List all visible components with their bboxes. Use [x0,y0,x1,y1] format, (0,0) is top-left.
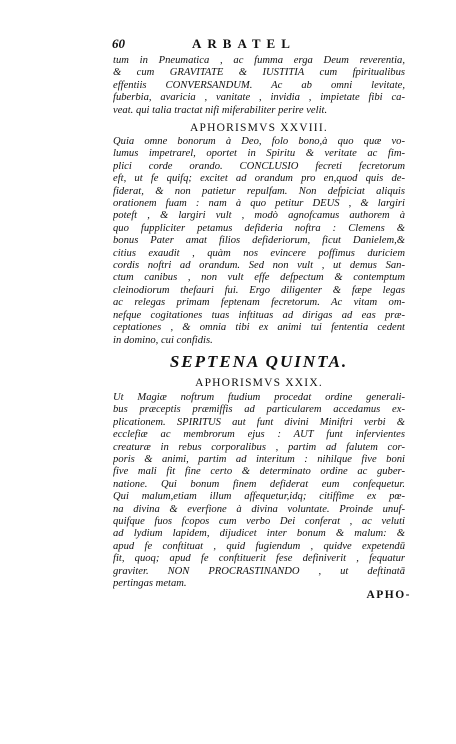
text-line: ad lydium lapidem, dijudicet inter bonum & malum: & [113,528,405,540]
page-header [112,36,412,52]
text-line: eft, ut fe quifq; excitet ad orandum pro en,quod quis de- [113,173,405,185]
text-line: quifque fuos fcopos cum verbo Dei conferat , ac veluti [113,516,405,528]
text-line: graviter. NON PROCRASTINANDO , ut deftinatā [113,565,405,577]
text-line: na divina & everfione à divina voluntate. Proinde unuf- [113,503,405,515]
aphorism-28-text [113,136,405,347]
text-line: apud fe conftituat , quid fugiendum , quidve expetendū [113,540,405,552]
text-line: plici corde orando. CONCLUSIO fecreti fecretorum [113,160,405,172]
text-line: creaturæ in rebus corporalibus , partim ad falutem cor- [113,441,405,453]
running-title: ARBATEL [192,36,296,51]
text-line: fit, quoq; apud fe conftituerit fese definiverit , fequatur [113,553,405,565]
text-line: ctum canibus , non vult effe defpectum & contemptum [113,272,405,284]
text-line: citius exaudit , quàm nos evincere poffimus duriciem [113,247,405,259]
text-line: effentiis CONVERSANDUM. Ac ab omni levitate, [113,79,405,91]
text-line: ceptationes , & omnia tibi ex animi tui fententia cedent [113,322,405,334]
text-line: poteft , & largiri vult , modò agnofcamus authorem à [113,210,405,222]
text-line: Ut Magiæ noftrum ftudium procedat ordine generali- [113,392,405,403]
aphorism-29-heading: APHORISMVS XXIX. [195,377,323,389]
text-line: poris & animi, partim ad interitum : nihilque five boni [113,454,405,466]
text-line: pertingas metam. [113,578,187,590]
text-line: lumus impetrarel, oportet in Spiritu & veritate ac fim- [113,148,405,160]
text-line: orationem fuam : nam à quo petitur DEUS , & largiri [113,198,405,210]
text-line: ac relegas primam feptenam fecretorum. Ac vitam om- [113,297,405,309]
text-line: cordis noftri ad orandum. Sed non vult , ut demus San- [113,260,405,272]
text-line: bonus Pater amat filios defideriorum, ficut Danielem,& [113,235,405,247]
text-line: plicationem. SPIRITUS aut funt divini Miniftri verbi & [113,416,405,428]
text-line: & cum GRAVITATE & IUSTITIA cum fpiritualibus [113,67,405,79]
text-line: cleinodiorum thefauri fui. Ergo diligenter & fæpe legas [113,284,405,296]
paragraph-continuation [113,55,405,117]
text-line: fiderat, & non patietur repulfam. Non defpiciat aliquis [113,185,405,197]
text-line: veat. qui talia tractat nifi miferabiliter perire velit. [113,104,328,116]
text-line: in domino, cui confidis. [113,334,213,346]
page-number: 60 [112,36,125,51]
text-line: quo fuppliciter petamus defideria noftra : Clemens & [113,222,405,234]
section-title: SEPTENA QUINTA. [169,352,349,371]
aphorism-29-text [113,392,405,591]
text-line: bus præceptis præmiffis ad particularem accedamus ex- [113,404,405,416]
text-line: natione. Qui bonum finem defiderat eum confequetur. [113,478,405,490]
text-line: fuberbia, avaricia , vanitate , invidia , impietate fibi ca- [113,92,405,104]
aphorism-28-heading: APHORISMVS XXVIII. [190,122,328,134]
text-line: Quia omne bonorum à Deo, folo bono,à quo quæ vo- [113,136,405,147]
text-line: Qui malum,etiam illum affequetur,idq; citiffime ex pœ- [113,491,405,503]
text-line: ecclefiæ ac membrorum ejus : AUT funt infervientes [113,429,405,441]
catchword: APHO- [366,589,411,601]
text-line: nefque cogitationes tuas inftituas ad dirigas ad eas præ- [113,309,405,321]
text-line: five mali fit fine certo & determinato ordine ac guber- [113,466,405,478]
text-line: tum in Pneumatica , ac fumma erga Deum reverentia, [113,55,405,66]
